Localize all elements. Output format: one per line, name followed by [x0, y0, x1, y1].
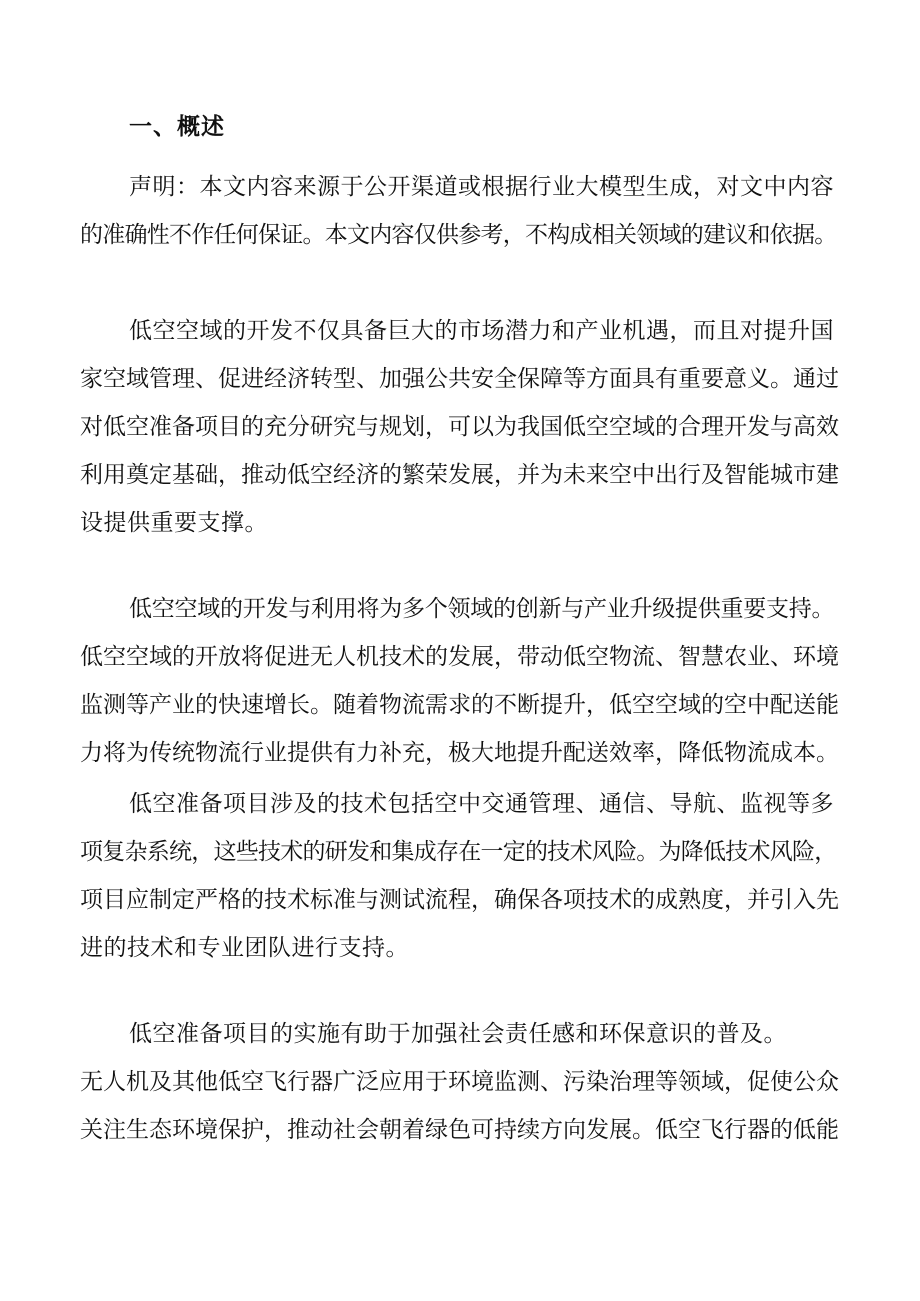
paragraph-line: 低空空域的开放将促进无人机技术的发展，带动低空物流、智慧农业、环境 — [80, 644, 839, 670]
paragraph-line: 的准确性不作任何保证。本文内容仅供参考，不构成相关领域的建议和依据。 — [80, 222, 837, 248]
paragraph-technical-risk — [80, 780, 840, 972]
paragraph-development-significance — [80, 307, 840, 547]
paragraph-line: 监测等产业的快速增长。随着物流需求的不断提升，低空空域的空中配送能 — [80, 692, 839, 718]
paragraph-line: 声明：本文内容来源于公开渠道或根据行业大模型生成，对文中内容 — [129, 174, 834, 200]
paragraph-line: 低空空域的开发与利用将为多个领域的创新与产业升级提供重要支持。 — [129, 596, 835, 622]
paragraph-line: 低空准备项目涉及的技术包括空中交通管理、通信、导航、监视等多 — [129, 791, 834, 817]
paragraph-disclaimer — [80, 163, 840, 259]
paragraph-line: 进的技术和专业团队进行支持。 — [80, 935, 409, 961]
paragraph-line: 项复杂系统，这些技术的研发和集成存在一定的技术风险。为降低技术风险， — [80, 839, 837, 865]
paragraph-innovation-support — [80, 585, 840, 777]
paragraph-line: 力将为传统物流行业提供有力补充，极大地提升配送效率，降低物流成本。 — [80, 740, 839, 766]
paragraph-line: 对低空准备项目的充分研究与规划，可以为我国低空空域的合理开发与高效 — [80, 414, 839, 440]
paragraph-line: 关注生态环境保护，推动社会朝着绿色可持续方向发展。低空飞行器的低能 — [80, 1117, 839, 1143]
section-heading: 一、概述 — [129, 114, 225, 140]
paragraph-line: 利用奠定基础，推动低空经济的繁荣发展，并为未来空中出行及智能城市建 — [80, 462, 839, 488]
paragraph-social-responsibility — [80, 1010, 840, 1154]
paragraph-line: 低空准备项目的实施有助于加强社会责任感和环保意识的普及。 — [129, 1021, 787, 1047]
paragraph-line: 低空空域的开发不仅具备巨大的市场潜力和产业机遇，而且对提升国 — [129, 318, 834, 344]
paragraph-line: 设提供重要支撑。 — [80, 510, 268, 536]
paragraph-line: 家空域管理、促进经济转型、加强公共安全保障等方面具有重要意义。通过 — [80, 366, 839, 392]
paragraph-line: 项目应制定严格的技术标准与测试流程，确保各项技术的成熟度，并引入先 — [80, 887, 839, 913]
paragraph-line: 无人机及其他低空飞行器广泛应用于环境监测、污染治理等领域，促使公众 — [80, 1069, 839, 1095]
